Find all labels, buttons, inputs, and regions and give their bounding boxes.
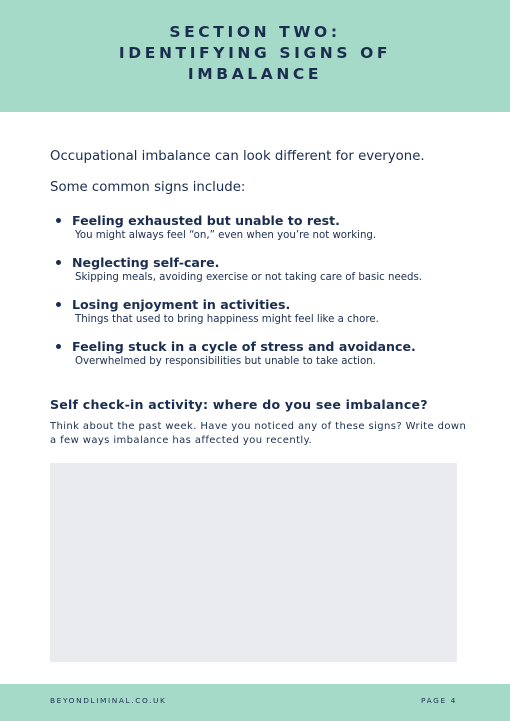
- sign-description: Overwhelmed by responsibilities but unable to take action.: [75, 356, 376, 367]
- list-item: [56, 296, 476, 326]
- bullet-icon: [56, 344, 61, 349]
- sign-title: Losing enjoyment in activities.: [72, 297, 291, 312]
- section-title-line-3: IMBALANCE: [187, 65, 323, 83]
- bullet-icon: [56, 218, 61, 223]
- section-title-line-1: SECTION TWO:: [169, 23, 341, 41]
- sign-title: Feeling stuck in a cycle of stress and avoidance.: [72, 339, 416, 354]
- section-header: [0, 0, 510, 112]
- website-link[interactable]: BEYONDLIMINAL.CO.UK: [50, 696, 167, 705]
- bullet-icon: [56, 260, 61, 265]
- activity-heading: Self check-in activity: where do you see imbalance?: [50, 397, 428, 412]
- activity-instructions: Think about the past week. Have you noticed any of these signs? Write down a few ways imbalance has affected you recently.: [50, 421, 467, 446]
- page-number: PAGE 4: [421, 696, 457, 705]
- reflection-writing-area[interactable]: [50, 463, 457, 662]
- intro-lead-in: Some common signs include:: [50, 180, 246, 195]
- section-title: [0, 22, 510, 85]
- sign-description: Skipping meals, avoiding exercise or not taking care of basic needs.: [75, 272, 423, 283]
- list-item: [56, 338, 476, 368]
- sign-description: You might always feel “on,” even when you’re not working.: [75, 230, 377, 241]
- page-footer: [0, 684, 510, 721]
- sign-description: Things that used to bring happiness might feel like a chore.: [75, 314, 379, 325]
- signs-list: [56, 212, 476, 380]
- sign-title: Feeling exhausted but unable to rest.: [72, 213, 340, 228]
- list-item: [56, 212, 476, 242]
- section-title-line-2: IDENTIFYING SIGNS OF: [118, 44, 392, 62]
- list-item: [56, 254, 476, 284]
- sign-title: Neglecting self-care.: [72, 255, 220, 270]
- bullet-icon: [56, 302, 61, 307]
- intro-paragraph: Occupational imbalance can look different for everyone.: [50, 149, 425, 164]
